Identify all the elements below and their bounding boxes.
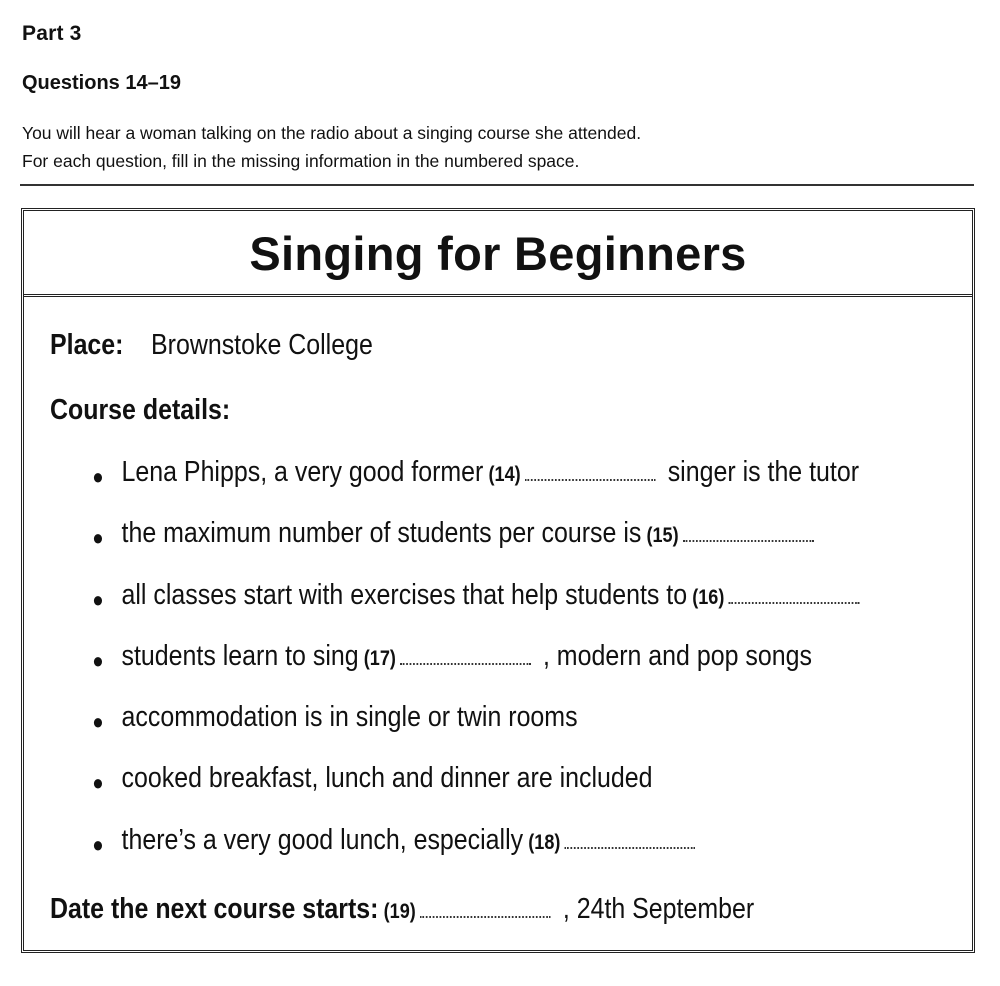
place-value: Brownstoke College xyxy=(151,329,373,361)
bullet-icon: ● xyxy=(92,770,104,795)
instruction-line-1: You will hear a woman talking on the radio about a singing course she attended. xyxy=(22,123,642,143)
place-label: Place: xyxy=(50,329,124,361)
part-title: Part 3 xyxy=(22,22,82,45)
list-item xyxy=(94,456,859,489)
bullet-icon: ● xyxy=(92,709,104,734)
bullet-icon: ● xyxy=(92,832,104,857)
instructions xyxy=(22,119,641,175)
date-after: , 24th September xyxy=(562,893,755,925)
questions-title: Questions 14–19 xyxy=(22,72,181,94)
question-number: (19) xyxy=(383,900,416,923)
bullet-text: accommodation is in single or twin rooms xyxy=(121,701,578,733)
bullet-text-after: singer is the tutor xyxy=(667,456,860,488)
date-row xyxy=(50,893,754,926)
list-item xyxy=(94,701,578,734)
answer-blank-15[interactable] xyxy=(683,538,814,542)
bullet-text-after: , modern and pop songs xyxy=(542,640,812,672)
bullet-icon: ● xyxy=(92,464,104,489)
answer-blank-16[interactable] xyxy=(729,600,860,604)
bullet-icon: ● xyxy=(92,648,104,673)
bullet-icon: ● xyxy=(92,587,104,612)
bullet-text-before: there’s a very good lunch, especially xyxy=(121,824,524,856)
date-label: Date the next course starts: xyxy=(50,893,379,925)
bullet-text-before: all classes start with exercises that help students to xyxy=(121,579,688,611)
list-item xyxy=(94,824,707,857)
question-number: (18) xyxy=(528,831,561,854)
course-details-label: Course details: xyxy=(50,394,231,426)
answer-blank-19[interactable] xyxy=(420,914,551,918)
bullet-text-before: students learn to sing xyxy=(121,640,359,672)
question-number: (17) xyxy=(363,647,396,670)
instruction-line-2: For each question, fill in the missing information in the numbered space. xyxy=(22,151,580,171)
list-item xyxy=(94,517,826,550)
place-row xyxy=(50,329,373,362)
box-header xyxy=(24,211,972,297)
question-number: (14) xyxy=(488,463,521,486)
answer-blank-17[interactable] xyxy=(400,661,531,665)
bullet-text-before: Lena Phipps, a very good former xyxy=(121,456,484,488)
header-divider xyxy=(20,184,974,186)
bullet-icon: ● xyxy=(92,525,104,550)
question-number: (16) xyxy=(692,586,725,609)
notes-box xyxy=(21,208,975,953)
question-number: (15) xyxy=(646,524,679,547)
answer-blank-18[interactable] xyxy=(565,845,696,849)
list-item xyxy=(94,762,653,795)
list-item xyxy=(94,640,812,673)
bullet-text-before: the maximum number of students per course is xyxy=(121,517,642,549)
answer-blank-14[interactable] xyxy=(525,477,656,481)
box-title: Singing for Beginners xyxy=(249,227,747,280)
list-item xyxy=(94,579,859,612)
bullet-text: cooked breakfast, lunch and dinner are included xyxy=(121,762,653,794)
